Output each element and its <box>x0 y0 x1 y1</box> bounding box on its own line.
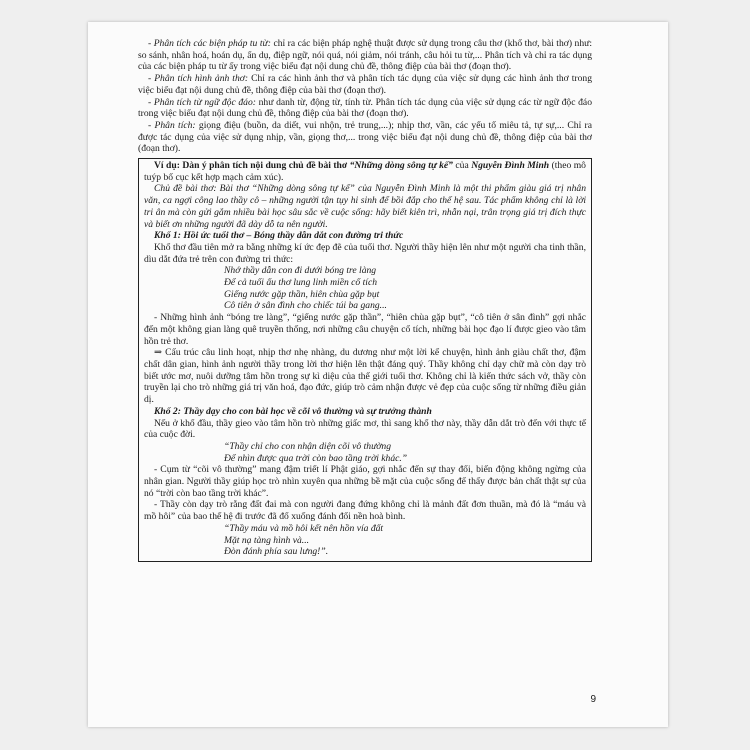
example-box <box>138 158 592 562</box>
poem-line: Mặt nạ tàng hình và... <box>224 534 310 546</box>
paragraph-text: như danh từ, động từ, tính từ. Phân tích tác dụng của việc sử dụng các từ ngữ độc đáo trong việc biểu đạt nội dung chủ đề, thông điệp của bài thơ (đoạn thơ). <box>138 96 592 120</box>
paragraph-rhetoric <box>138 38 592 73</box>
stanza-2-heading: Khổ 2: Thầy dạy cho con bài học về cõi vô thường và sự trưởng thành <box>154 405 432 417</box>
stanza-1-heading: Khổ 1: Hồi ức tuổi thơ – Bóng thầy dẫn dắt con đường tri thức <box>154 230 404 242</box>
paragraph-lead: - Phân tích hình ảnh thơ: <box>148 73 249 85</box>
poem-line: Để nhìn được qua trời còn bao tầng trời khác.” <box>224 452 408 464</box>
stanza-2-paragraph: Nếu ở khổ đầu, thầy gieo vào tâm hồn trò những giấc mơ, thì sang khổ thơ này, thầy dẫn dắt trò đến với thực tế của cuộc đời. <box>144 417 586 441</box>
stanza-2-analysis-2: - Thầy còn dạy trò rằng đất đai mà con người đang đứng không chỉ là mảnh đất đơn thuần, mà đó là “máu và mồ hôi” của bao thế hệ đi trước đã đổ xuống đánh đổi nền hoà bình. <box>144 499 586 523</box>
document-page <box>88 22 668 727</box>
poem-line: Giếng nước gặp thần, hiên chùa gặp bụt <box>224 288 380 300</box>
paragraph-lead: - Phân tích: <box>148 119 196 131</box>
poem-line: Nhớ thầy dẫn con đi dưới bóng tre làng <box>224 265 377 277</box>
example-title: Ví dụ: Dàn ý phân tích nội dung chủ đề bài thơ “Những dòng sông tự kể” của Nguyễn Đình Minh (theo mô tuýp bố cục kết hợp mạch cảm xúc). <box>144 160 586 183</box>
example-intro: Chủ đề bài thơ: Bài thơ “Những dòng sông tự kể” của Nguyễn Đình Minh là một thi phẩm giàu giá trị nhân văn, ca ngợi công lao thầy cô – những người tận tụy hi sinh để bồi đắp cho thế hệ sau. Tác phẩm không chỉ là lời tri ân mà còn gửi gắm nhiều bài học sâu sắc về cuộc sống: hãy biết kiên trì, nhẫn nại, trân trọng giá trị đích thực và biết ơn những người đã dày dỗ ta nên người. <box>144 183 586 230</box>
paragraph-text: Chỉ ra các hình ảnh thơ và phân tích tác dụng của việc sử dụng các hình ảnh thơ trong việc biểu đạt nội dung chủ đề, thông điệp của bài thơ (đoạn thơ). <box>138 73 592 96</box>
poem-line: Để cả tuổi ấu thơ lung linh miền cổ tích <box>224 277 377 289</box>
poem-line: “Thầy chỉ cho con nhận diện cõi vô thường <box>224 440 392 452</box>
page-number: 9 <box>590 694 596 705</box>
paragraph-text: giọng điệu (buồn, da diết, vui nhộn, trẻ trung,...); nhịp thơ, vần, các yếu tố miêu tả, tự sự,... Chỉ ra được tác dụng của việc sử dụng nhịp, vần, giọng thơ,... trong việc biểu đạt nội dung chủ đề, thông điệp của bài thơ (đoạn thơ). <box>138 119 592 155</box>
page-content <box>138 38 592 562</box>
stanza-2-analysis: - Cụm từ “cõi vô thường” mang đậm triết lí Phật giáo, gợi nhắc đến sự thay đổi, biến động không ngừng của nhân gian. Người thầy giúp học trò nhìn xuyên qua những bề mặt của cuộc sống để thấy được bản chất thật sự của nó “trời còn bao tầng trời khác”. <box>144 464 586 499</box>
paragraph-tone <box>138 120 592 155</box>
paragraph-imagery <box>138 73 592 96</box>
stanza-1-conclusion: ⇒ Cấu trúc câu linh hoạt, nhịp thơ nhẹ nhàng, du dương như một lời kể chuyện, hình ảnh giàu chất thơ, đậm chất dân gian, hình ảnh người thầy trong lời thơ hiện lên thật đáng quý. Thầy không chỉ dạy chữ mà còn dạy trò biết ước mơ, nuôi dưỡng tâm hồn trong sự kì diệu của thế giới tuổi thơ. Không chỉ là kiến thức sách vở, thầy còn truyền lại cho trò những giá trị văn hoá, đạo đức, giúp trò cảm nhận được vẻ đẹp của cuộc sống từ những điều giản dị. <box>144 347 586 406</box>
paragraph-lead: - Phân tích từ ngữ độc đáo: <box>148 96 256 108</box>
poem-line: “Thầy máu và mồ hôi kết nên hồn vía đất <box>224 522 384 534</box>
poem-line: Đòn đánh phía sau lưng!”. <box>224 546 329 558</box>
paragraph-words <box>138 97 592 120</box>
stanza-1-paragraph: Khổ thơ đầu tiên mở ra bằng những kí ức đẹp đẽ của tuổi thơ. Người thầy hiện lên như một người cha tinh thần, dìu dắt đứa trẻ trên con đường tri thức: <box>144 241 586 265</box>
stanza-1-analysis: - Những hình ảnh “bóng tre làng”, “giếng nước gặp thần”, “hiên chùa gặp bụt”, “cô tiên ở sân đình” gợi nhắc đến một không gian làng quê truyền thống, nơi những câu chuyện cổ tích, những bài học đạo lí được gieo vào tâm hồn trẻ thơ. <box>144 312 586 347</box>
paragraph-lead: - Phân tích các biện pháp tu từ: <box>148 38 271 49</box>
poem-line: Cô tiên ở sân đình cho chiếc túi ba gang... <box>224 300 387 312</box>
paragraph-text: chỉ ra các biện pháp nghệ thuật được sử dụng trong câu thơ (khổ thơ, bài thơ) như: so sánh, nhân hoá, hoán dụ, ẩn dụ, điệp ngữ, nói quá, nói giảm, nói tránh, câu hỏi tu từ,... Phân tích và chỉ ra tác dụng của các biện pháp tu từ ấy trong việc biểu đạt nội dung chủ đề, thông điệp của bài thơ (đoạn thơ). <box>138 38 592 73</box>
